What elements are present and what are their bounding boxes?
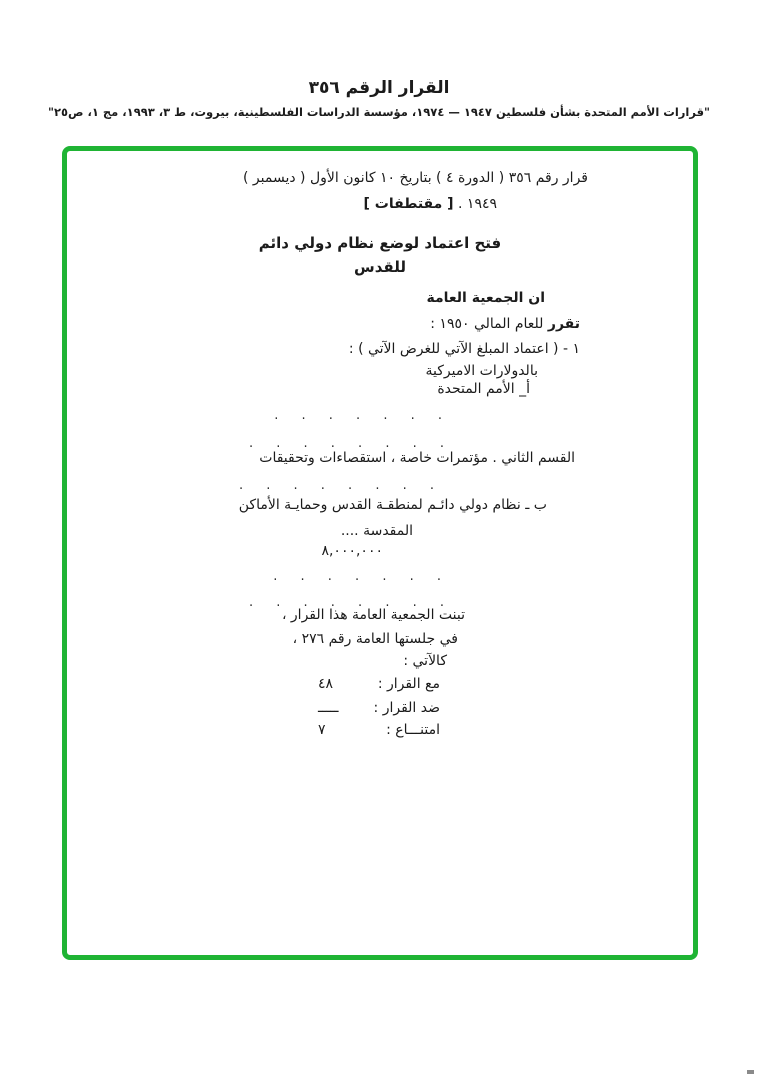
ellipsis-row-1: . . . . . . . xyxy=(274,408,443,423)
decides-word: تقرر xyxy=(547,316,580,332)
vote-abstain-label: امتنـــاع : xyxy=(386,722,440,738)
vote-against-label: ضد القرار : xyxy=(373,700,440,716)
vote-row-for xyxy=(318,676,440,692)
item-b-line-2: المقدسة .... xyxy=(340,523,413,539)
amount-value: ٨,٠٠٠,٠٠٠ xyxy=(321,543,383,559)
resolution-heading-line-1: فتح اعتماد لوضع نظام دولي دائم xyxy=(258,234,502,252)
source-citation: "قرارات الأمم المتحدة بشأن فلسطين ١٩٤٧ — ١٩٧٤، مؤسسة الدراسات الفلسطينية، بيروت، ط ٣، ١٩٩٣، مج ١، ص٢٥" xyxy=(47,105,711,119)
vote-abstain-value: ٧ xyxy=(318,722,326,738)
section-two-line: القسم الثاني . مؤتمرات خاصة ، استقصاءات وتحقيقات xyxy=(259,450,575,466)
item-b-line-1: ب ـ نظام دولي دائـم لمنطقـة القدس وحمايـة الأماكن xyxy=(238,497,547,513)
intro-year: ١٩٤٩ . xyxy=(458,196,497,212)
resolution-heading xyxy=(62,231,698,279)
resolution-heading-line-2: للقدس xyxy=(354,258,406,276)
ellipsis-row-5: . . . . . . . . xyxy=(249,595,445,610)
scan-artifact-speck xyxy=(747,1070,754,1074)
resolution-intro-line-2 xyxy=(364,196,497,214)
currency-note: بالدولارات الاميركية xyxy=(425,363,538,379)
decides-line xyxy=(430,316,580,334)
adoption-line-1: تبنت الجمعية العامة هذا القرار ، xyxy=(281,607,465,623)
decides-rest: للعام المالي ١٩٥٠ : xyxy=(430,316,544,332)
vote-against-value: ـــــ xyxy=(318,700,339,716)
vote-row-against xyxy=(318,700,440,716)
adoption-line-3: كالآتي : xyxy=(403,653,447,669)
ellipsis-row-4: . . . . . . . xyxy=(273,569,442,584)
adoption-line-2: في جلستها العامة رقم ٢٧٦ ، xyxy=(292,631,458,647)
vote-row-abstain xyxy=(318,722,440,738)
general-assembly-line: ان الجمعية العامة xyxy=(426,290,545,306)
resolution-intro-line-1: قرار رقم ٣٥٦ ( الدورة ٤ ) بتاريخ ١٠ كانون الأول ( ديسمبر ) xyxy=(243,170,588,186)
intro-excerpt-tag: [ مقتطفات ] xyxy=(363,196,454,212)
appropriation-item-line: ١ - ( اعتماد المبلغ الآتي للغرض الآتي ) : xyxy=(348,341,580,357)
vote-for-label: مع القرار : xyxy=(377,676,440,692)
page-title: القرار الرقم ٣٥٦ xyxy=(308,78,450,98)
item-a-line: أ_ الأمم المتحدة xyxy=(437,381,530,397)
ellipsis-row-3: . . . . . . . . xyxy=(239,478,435,493)
vote-for-value: ٤٨ xyxy=(318,676,334,692)
ellipsis-row-2: . . . . . . . . xyxy=(249,436,445,451)
